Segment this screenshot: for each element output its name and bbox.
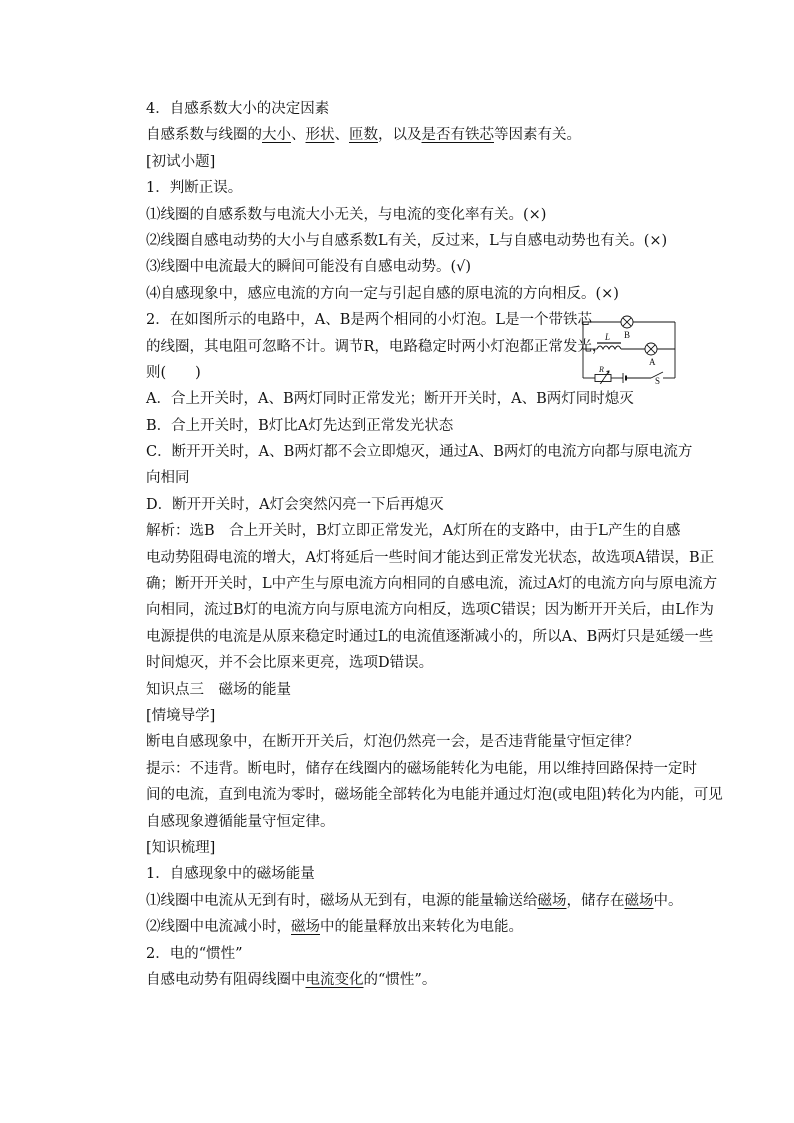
q1-item: ⑵线圈自感电动势的大小与自感系数L有关，反过来，L与自感电动势也有关。(×) xyxy=(146,232,668,249)
quiz-label: [初试小题] xyxy=(146,153,216,170)
underlined-term: 磁场 xyxy=(537,892,567,909)
q1-title: 1．判断正误。 xyxy=(146,180,243,197)
text: 中。 xyxy=(653,892,683,909)
underlined-term: 是否有铁芯 xyxy=(421,127,494,144)
answer-line: 电动势阻碍电流的增大，A灯将延后一些时间才能达到正常发光状态，故选项A错误，B正 xyxy=(146,549,715,566)
q2-stem-line: 2．在如图所示的电路中，A、B是两个相同的小灯泡。L是一个带铁芯 xyxy=(146,312,592,329)
sort-1-item-2 xyxy=(146,914,676,940)
answer-line: 确；断开开关时，L中产生与原电流方向相同的自感电流，流过A灯的电流方向与原电流方 xyxy=(146,576,718,593)
label-b: B xyxy=(624,330,631,340)
text: 自感系数与线圈的 xyxy=(146,127,262,144)
label-r: R xyxy=(599,365,604,374)
underlined-term: 磁场 xyxy=(291,919,320,936)
knowledge-sort-label: [知识梳理] xyxy=(146,839,216,856)
sort-2-title: 2．电的“惯性” xyxy=(146,945,243,962)
label-l: L xyxy=(605,332,611,342)
sort-2-paragraph xyxy=(146,967,676,993)
text: 中的能量释放出来转化为电能。 xyxy=(320,919,523,936)
text: 等因素有关。 xyxy=(494,127,581,144)
text: ，储存在 xyxy=(566,892,625,909)
answer-line: 时间熄灭，并不会比原来更亮，选项D错误。 xyxy=(146,655,434,672)
text: 的“惯性”。 xyxy=(363,971,437,988)
sort-1-item-1 xyxy=(146,888,683,914)
option-c: C．断开开关时，A、B两灯都不会立即熄灭，通过A、B两灯的电流方向都与原电流方 xyxy=(146,444,693,461)
section-4-paragraph xyxy=(146,122,676,148)
underlined-term: 磁场 xyxy=(624,892,654,909)
option-c-cont: 向相同 xyxy=(146,470,190,487)
text: ⑵线圈中电流减小时， xyxy=(146,919,291,936)
scene-question: 断电自感现象中，在断开开关后，灯泡仍然亮一会，是否违背能量守恒定律？ xyxy=(146,734,639,751)
q1-item: ⑷自感现象中，感应电流的方向一定与引起自感的原电流的方向相反。(×) xyxy=(146,285,619,302)
text: 自感电动势有阻碍线圈中 xyxy=(146,971,306,988)
inductor-icon xyxy=(597,346,621,349)
q1-item: ⑴线圈的自感系数与电流大小无关，与电流的变化率有关。(×) xyxy=(146,206,547,223)
q2-stem-line: 的线圈，其电阻可忽略不计。调节R，电路稳定时两小灯泡都正常发光， xyxy=(146,338,607,355)
label-a: A xyxy=(649,357,656,367)
option-a: A．合上开关时，A、B两灯同时正常发光；断开开关时，A、B两灯同时熄灭 xyxy=(146,391,634,408)
underlined-term: 形状 xyxy=(305,127,335,144)
underlined-term: 电流变化 xyxy=(305,971,364,988)
text: 、 xyxy=(334,127,349,144)
scene-guide-label: [情境导学] xyxy=(146,707,216,724)
answer-line: 解析：选B 合上开关时，B灯立即正常发光，A灯所在的支路中，由于L产生的自感 xyxy=(146,523,681,540)
section-4-heading: 4．自感系数大小的决定因素 xyxy=(146,101,330,117)
option-d: D．断开开关时，A灯会突然闪亮一下后再熄灭 xyxy=(146,496,444,513)
q2-stem-line: 则( ) xyxy=(146,364,201,381)
hint-line: 间的电流，直到电流为零时，磁场能全部转化为电能并通过灯泡(或电阻)转化为内能，可见 xyxy=(146,787,723,804)
underlined-term: 匝数 xyxy=(349,127,378,144)
hint-line: 提示：不违背。断电时，储存在线圈内的磁场能转化为电能，用以维持回路保持一定时 xyxy=(146,760,697,777)
text: ⑴线圈中电流从无到有时，磁场从无到有，电源的能量输送给 xyxy=(146,892,538,909)
text: ，以及 xyxy=(378,127,422,144)
hint-line: 自感现象遵循能量守恒定律。 xyxy=(146,813,335,830)
sort-1-title: 1．自感现象中的磁场能量 xyxy=(146,866,315,883)
answer-line: 电源提供的电流是从原来稳定时通过L的电流值逐渐减小的，所以A、B两灯只是延缓一些 xyxy=(146,628,714,645)
option-b: B．合上开关时，B灯比A灯先达到正常发光状态 xyxy=(146,417,454,434)
circuit-diagram xyxy=(579,312,679,384)
underlined-term: 大小 xyxy=(262,127,291,144)
document-page xyxy=(146,96,723,993)
knowledge-point-3-heading: 知识点三 磁场的能量 xyxy=(146,681,291,698)
text: 、 xyxy=(291,127,306,144)
answer-line: 向相同，流过B灯的电流方向与原电流方向相反，选项C错误；因为断开开关后，由L作为 xyxy=(146,602,714,619)
label-s: S xyxy=(655,376,661,384)
q1-item: ⑶线圈中电流最大的瞬间可能没有自感电动势。(√) xyxy=(146,259,472,276)
